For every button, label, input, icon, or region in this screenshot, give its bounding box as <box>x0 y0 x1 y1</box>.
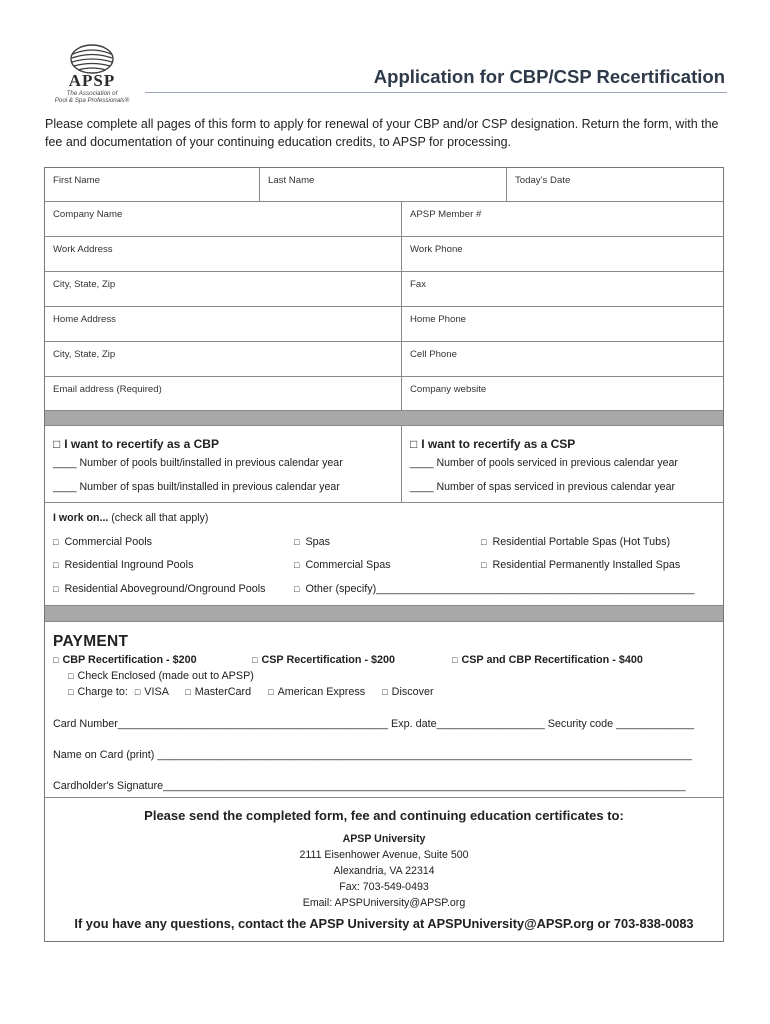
work-address-label: Work Address <box>53 244 113 255</box>
intro-text: Please complete all pages of this form to apply for renewal of your CBP and/or CSP designation. Return the form, with the fee and documentation of your continuing education credits, to APSP for processing. <box>45 117 719 149</box>
card-option-mastercard[interactable] <box>185 686 251 698</box>
payment-option-label: CSP Recertification - $200 <box>261 654 396 666</box>
checkbox-icon: □ <box>252 655 258 665</box>
work-city-state-zip-field[interactable] <box>45 272 401 306</box>
row-home-city <box>45 342 723 377</box>
card-label: VISA <box>144 686 169 698</box>
option-label: Residential Permanently Installed Spas <box>492 559 681 571</box>
apsp-logo-mark-icon <box>69 44 115 74</box>
check-enclosed-option[interactable] <box>68 670 254 682</box>
checkbox-icon: □ <box>185 687 191 697</box>
cbp-heading: I want to recertify as a CBP <box>64 437 219 451</box>
card-option-amex[interactable] <box>268 686 365 698</box>
name-on-card-line[interactable]: Name on Card (print) _________________________________________________________________________________________ <box>53 749 692 761</box>
work-phone-label: Work Phone <box>410 244 463 255</box>
csp-section <box>401 426 723 502</box>
fax-label: Fax <box>410 279 426 290</box>
row-work <box>45 237 723 272</box>
charge-to-label: Charge to: <box>77 686 128 698</box>
company-website-label: Company website <box>410 384 487 395</box>
card-option-visa[interactable] <box>135 686 168 698</box>
member-number-label: APSP Member # <box>410 209 482 220</box>
home-city-state-zip-label: City, State, Zip <box>53 349 116 360</box>
row-email <box>45 377 723 411</box>
home-phone-field[interactable] <box>401 307 723 341</box>
option-commercial-spas[interactable] <box>294 559 391 571</box>
option-commercial-pools[interactable] <box>53 536 152 548</box>
csp-checkbox[interactable] <box>410 437 575 451</box>
checkbox-icon: □ <box>53 537 59 547</box>
checkbox-icon: □ <box>268 687 274 697</box>
work-on-title-rest: (check all that apply) <box>108 512 209 524</box>
last-name-field[interactable] <box>259 168 506 201</box>
payment-option-cbp[interactable] <box>53 654 197 666</box>
logo-name: APSP <box>68 71 116 90</box>
card-number-line[interactable]: Card Number_____________________________________________ Exp. date__________________ Security code _____________ <box>53 718 695 730</box>
send-street: 2111 Eisenhower Avenue, Suite 500 <box>299 849 469 861</box>
cbp-checkbox[interactable] <box>53 437 219 451</box>
checkbox-icon: □ <box>134 687 141 697</box>
option-other[interactable] <box>294 583 694 595</box>
option-label: Spas <box>305 536 331 548</box>
email-field[interactable] <box>45 377 401 410</box>
contact-line: If you have any questions, contact the APSP University at APSPUniversity@APSP.org or 703-838-0083 <box>74 916 694 931</box>
first-name-field[interactable] <box>45 168 259 201</box>
option-label: Other (specify)_____________________________________________________ <box>305 583 695 595</box>
work-city-state-zip-label: City, State, Zip <box>53 279 116 290</box>
checkbox-icon: □ <box>53 560 59 570</box>
todays-date-label: Today’s Date <box>515 175 571 186</box>
checkbox-icon: □ <box>294 560 300 570</box>
application-form <box>44 167 724 942</box>
checkbox-icon: □ <box>294 537 300 547</box>
option-residential-portable-spas[interactable] <box>481 536 670 548</box>
option-residential-aboveground-pools[interactable] <box>53 583 266 595</box>
payment-option-label: CBP Recertification - $200 <box>62 654 197 666</box>
csp-pools-count[interactable]: ____ Number of pools serviced in previous calendar year <box>410 457 678 469</box>
home-address-field[interactable] <box>45 307 401 341</box>
work-address-field[interactable] <box>45 237 401 271</box>
cbp-pools-count[interactable]: ____ Number of pools built/installed in previous calendar year <box>53 457 343 469</box>
payment-option-both[interactable] <box>452 654 643 666</box>
work-phone-field[interactable] <box>401 237 723 271</box>
option-label: Commercial Pools <box>64 536 153 548</box>
send-org: APSP University <box>342 833 426 845</box>
checkbox-icon: □ <box>68 671 74 681</box>
logo-tagline-line-1: The Association of <box>66 90 118 97</box>
csp-heading: I want to recertify as a CSP <box>421 437 576 451</box>
payment-section <box>45 622 723 798</box>
row-recertify <box>45 426 723 503</box>
apsp-logo <box>46 44 138 108</box>
logo-tagline-line-2: Pool & Spa Professionals® <box>54 97 130 104</box>
home-city-state-zip-field[interactable] <box>45 342 401 376</box>
cell-phone-label: Cell Phone <box>410 349 457 360</box>
checkbox-icon: □ <box>382 687 388 697</box>
option-label: Residential Portable Spas (Hot Tubs) <box>492 536 671 548</box>
cardholder-signature-line[interactable]: Cardholder's Signature_______________________________________________________________________________________ <box>53 780 686 792</box>
row-company <box>45 202 723 237</box>
home-phone-label: Home Phone <box>410 314 466 325</box>
todays-date-field[interactable] <box>506 168 723 201</box>
checkbox-icon: □ <box>452 655 458 665</box>
payment-option-label: CSP and CBP Recertification - $400 <box>461 654 643 666</box>
cbp-section <box>45 426 401 502</box>
check-enclosed-label: Check Enclosed (made out to APSP) <box>77 670 254 682</box>
row-home <box>45 307 723 342</box>
payment-title: PAYMENT <box>53 633 129 650</box>
first-name-label: First Name <box>53 175 100 186</box>
section-divider-1 <box>45 411 723 426</box>
card-option-discover[interactable] <box>382 686 433 698</box>
card-label: Discover <box>391 686 434 698</box>
csp-checkbox-icon: □ <box>410 437 418 451</box>
row-name <box>45 168 723 202</box>
section-divider-2 <box>45 606 723 622</box>
option-residential-permanently-installed-spas[interactable] <box>481 559 680 571</box>
cbp-spas-count[interactable]: ____ Number of spas built/installed in previous calendar year <box>53 481 340 493</box>
option-label: Commercial Spas <box>305 559 391 571</box>
option-residential-inground-pools[interactable] <box>53 559 193 571</box>
home-address-label: Home Address <box>53 314 116 325</box>
csp-spas-count[interactable]: ____ Number of spas serviced in previous calendar year <box>410 481 675 493</box>
charge-to-checkbox-icon[interactable]: □ <box>68 687 74 697</box>
option-label: Residential Aboveground/Onground Pools <box>64 583 266 595</box>
title-divider <box>145 92 727 93</box>
mailing-section <box>45 798 723 941</box>
company-website-field[interactable] <box>401 377 723 410</box>
company-name-label: Company Name <box>53 209 123 220</box>
logo-tagline <box>46 90 138 104</box>
checkbox-icon: □ <box>294 584 300 594</box>
option-label: Residential Inground Pools <box>64 559 194 571</box>
send-fax: Fax: 703-549-0493 <box>339 881 429 893</box>
email-label: Email address (Required) <box>53 384 162 395</box>
company-name-field[interactable] <box>45 202 401 236</box>
checkbox-icon: □ <box>481 560 487 570</box>
fax-field[interactable] <box>401 272 723 306</box>
work-on-title-bold: I work on... <box>53 512 109 524</box>
checkbox-icon: □ <box>53 655 59 665</box>
page-title: Application for CBP/CSP Recertification <box>373 66 725 87</box>
payment-option-csp[interactable] <box>252 654 395 666</box>
send-city: Alexandria, VA 22314 <box>333 865 435 877</box>
cell-phone-field[interactable] <box>401 342 723 376</box>
last-name-label: Last Name <box>268 175 315 186</box>
work-on-title <box>53 512 208 524</box>
charge-to-row <box>68 686 434 698</box>
card-label: MasterCard <box>194 686 252 698</box>
option-spas[interactable] <box>294 536 330 548</box>
checkbox-icon: □ <box>481 537 487 547</box>
work-on-section <box>45 503 723 606</box>
send-heading: Please send the completed form, fee and continuing education certificates to: <box>144 808 624 823</box>
checkbox-icon: □ <box>53 584 59 594</box>
cbp-checkbox-icon: □ <box>53 437 61 451</box>
send-email: Email: APSPUniversity@APSP.org <box>302 897 466 909</box>
row-work-city <box>45 272 723 307</box>
card-label: American Express <box>277 686 366 698</box>
member-number-field[interactable] <box>401 202 723 236</box>
